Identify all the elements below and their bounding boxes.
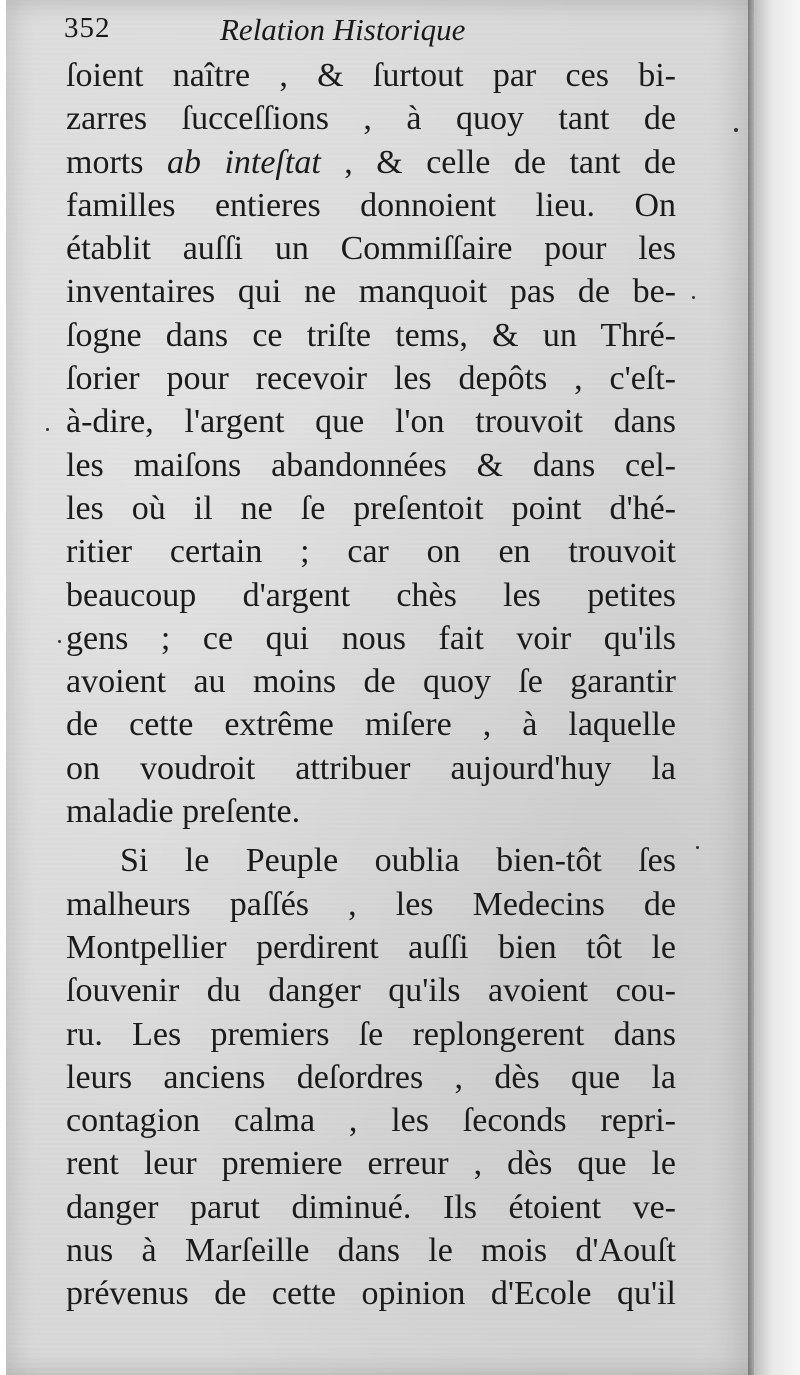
- text-line: prévenus de cette opinion d'Ecole qu'il: [66, 1275, 676, 1313]
- ink-speck: [734, 128, 738, 132]
- text-line: Montpellier perdirent auſſi bien tôt le: [66, 928, 676, 966]
- text-line: gens ; ce qui nous fait voir qu'ils: [66, 619, 676, 657]
- italic-phrase: ab inteſtat: [166, 143, 321, 181]
- ink-speck: [58, 640, 61, 643]
- text-line: ru. Les premiers ſe replongerent dans: [66, 1015, 676, 1053]
- text-line: inventaires qui ne manquoit pas de be-: [66, 273, 676, 311]
- text-line: ritier certain ; car on en trouvoit: [66, 533, 676, 571]
- text-line: de cette extrême miſere , à laquelle: [66, 706, 676, 744]
- text-line: ſoient naître , & ſurtout par ces bi-: [66, 57, 676, 94]
- text-line: danger parut diminué. Ils étoient ve-: [66, 1188, 676, 1226]
- book-page: [6, 0, 754, 1375]
- text-line: rent leur premiere erreur , dès que le: [66, 1145, 676, 1183]
- text-line: établit auſſi un Commiſſaire pour les: [66, 230, 676, 268]
- page-number: 352: [64, 12, 111, 44]
- text-line: avoient au moins de quoy ſe garantir: [66, 663, 676, 701]
- text-line: à-dire, l'argent que l'on trouvoit dans: [66, 403, 676, 441]
- running-title: Relation Historique: [220, 12, 466, 47]
- ink-speck: [46, 428, 49, 431]
- body-text: [66, 54, 676, 1316]
- text-line: maladie preſente.: [66, 793, 301, 831]
- text-line: les où il ne ſe preſentoit point d'hé-: [66, 489, 676, 527]
- text-line: malheurs paſſés , les Medecins de: [66, 885, 676, 923]
- text-line: nus à Marſeille dans le mois d'Aouſt: [66, 1232, 676, 1270]
- text-line: familles entieres donnoient lieu. On: [66, 186, 676, 224]
- text-line: ſogne dans ce triſte tems, & un Thré-: [66, 316, 676, 354]
- text-line: ſorier pour recevoir les depôts , c'eſt-: [66, 360, 676, 398]
- text-line: contagion calma , les ſeconds repri-: [66, 1102, 676, 1140]
- text-line: Si le Peuple oublia bien-tôt ſes: [120, 842, 676, 880]
- text-line-mixed: [66, 141, 676, 184]
- text-line: on voudroit attribuer aujourd'huy la: [66, 749, 676, 787]
- ink-speck: [692, 296, 695, 299]
- page-edge: [754, 0, 800, 1375]
- text-line: beaucoup d'argent chès les petites: [66, 576, 676, 614]
- text-line: leurs anciens deſordres , dès que la: [66, 1058, 676, 1096]
- text-line: ſouvenir du danger qu'ils avoient cou-: [66, 972, 676, 1010]
- ink-speck: [696, 846, 699, 849]
- text-line: les maiſons abandonnées & dans cel-: [66, 446, 676, 484]
- text-line: zarres ſucceſſions , à quoy tant de: [66, 100, 676, 138]
- text-span: morts: [66, 143, 167, 181]
- text-span: , & celle de tant de: [320, 143, 677, 181]
